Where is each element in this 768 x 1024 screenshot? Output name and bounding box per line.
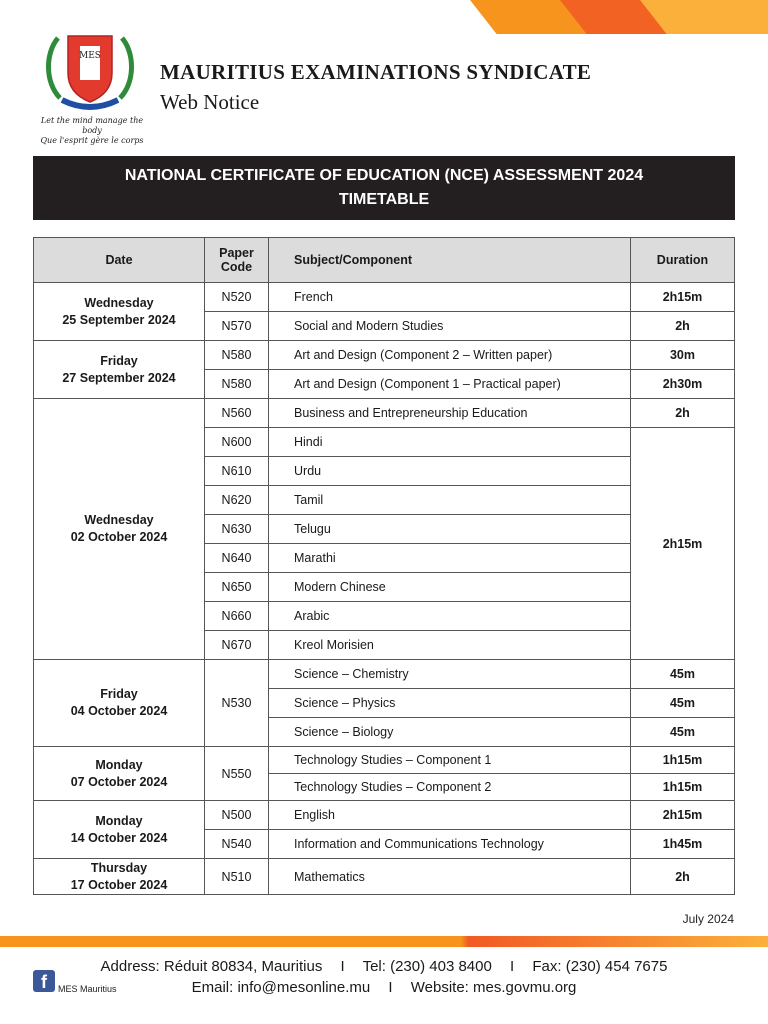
table-header-row	[34, 238, 735, 283]
title-line: TIMETABLE	[338, 191, 430, 208]
day-label: Wednesday	[84, 513, 154, 527]
date-label: 17 October 2024	[70, 877, 168, 892]
paper-code-cell: N610	[205, 457, 269, 486]
paper-code-cell: N650	[205, 573, 269, 602]
date-label: 04 October 2024	[70, 704, 168, 718]
table-row	[34, 801, 735, 830]
logo-text: MES	[79, 51, 101, 61]
subject-cell: Marathi	[269, 544, 631, 573]
subject-cell: Science – Chemistry	[269, 660, 631, 689]
duration-cell: 2h30m	[631, 370, 735, 399]
date-cell	[34, 399, 205, 660]
facebook-label[interactable]: MES Mauritius	[58, 984, 117, 994]
duration-cell: 2h	[631, 399, 735, 428]
duration-cell: 1h45m	[631, 830, 735, 859]
subject-cell: Science – Biology	[269, 718, 631, 747]
footer-separator: I	[510, 958, 515, 975]
duration-cell: 1h15m	[631, 747, 735, 774]
paper-code-cell: N580	[205, 370, 269, 399]
footer-tel: Tel: (230) 403 8400	[362, 958, 492, 975]
footer-website[interactable]: Website: mes.govmu.org	[410, 979, 577, 996]
day-label: Monday	[95, 813, 143, 828]
paper-code-cell: N500	[205, 801, 269, 830]
subject-cell: Tamil	[269, 486, 631, 515]
duration-cell: 2h15m	[631, 283, 735, 312]
paper-code-cell: N570	[205, 312, 269, 341]
subject-cell: Arabic	[269, 602, 631, 631]
footer-separator: I	[340, 958, 345, 975]
title-line: NATIONAL CERTIFICATE OF EDUCATION (NCE) ASSESSMENT 2024	[124, 167, 644, 184]
column-header-duration: Duration	[631, 238, 735, 283]
duration-cell: 2h	[631, 312, 735, 341]
table-row	[34, 283, 735, 312]
footer-web-line	[0, 979, 768, 996]
subject-cell: Urdu	[269, 457, 631, 486]
paper-code-cell: N640	[205, 544, 269, 573]
subject-cell: Mathematics	[269, 859, 631, 895]
column-header-code	[205, 238, 269, 283]
logo-motto	[32, 116, 152, 146]
subject-cell: Science – Physics	[269, 689, 631, 718]
footer-separator: I	[388, 979, 393, 996]
subject-cell: Kreol Morisien	[269, 631, 631, 660]
footer-contact-line	[0, 958, 768, 975]
organization-name: MAURITIUS EXAMINATIONS SYNDICATE	[160, 60, 592, 84]
title-banner	[33, 156, 735, 220]
date-cell	[34, 747, 205, 801]
day-label: Friday	[100, 687, 138, 701]
footer-email[interactable]: Email: info@mesonline.mu	[191, 979, 371, 996]
footer-address: Address: Réduit 80834, Mauritius	[100, 958, 323, 975]
timetable	[33, 237, 735, 895]
duration-cell: 45m	[631, 689, 735, 718]
facebook-icon[interactable]: f	[33, 970, 55, 992]
day-label: Wednesday	[84, 295, 154, 310]
date-cell	[34, 801, 205, 859]
date-label: 25 September 2024	[62, 312, 176, 327]
paper-code-cell: N550	[205, 747, 269, 801]
paper-code-cell: N510	[205, 859, 269, 895]
paper-code-cell: N670	[205, 631, 269, 660]
date-cell	[34, 660, 205, 747]
laurel-left-icon	[48, 38, 60, 98]
table-row	[34, 747, 735, 774]
laurel-right-icon	[120, 38, 132, 98]
subject-cell: Art and Design (Component 1 – Practical paper)	[269, 370, 631, 399]
paper-code-cell: N630	[205, 515, 269, 544]
duration-cell: 45m	[631, 660, 735, 689]
subject-cell: Modern Chinese	[269, 573, 631, 602]
subject-cell: Information and Communications Technology	[269, 830, 631, 859]
duration-cell: 1h15m	[631, 774, 735, 801]
column-header-code-line: Code	[220, 260, 253, 274]
subject-cell: Technology Studies – Component 1	[269, 747, 631, 774]
paper-code-cell: N530	[205, 660, 269, 747]
paper-code-cell: N540	[205, 830, 269, 859]
date-cell	[34, 341, 205, 399]
issue-date: July 2024	[682, 912, 734, 926]
subject-cell: Social and Modern Studies	[269, 312, 631, 341]
column-header-code-line: Paper	[219, 246, 254, 260]
date-cell	[34, 859, 205, 895]
duration-cell: 2h	[631, 859, 735, 895]
day-label: Friday	[100, 353, 138, 368]
table-row	[34, 859, 735, 895]
table-row	[34, 660, 735, 689]
date-label: 27 September 2024	[62, 370, 176, 385]
bottom-decorative-stripe	[0, 936, 768, 947]
subject-cell: Business and Entrepreneurship Education	[269, 399, 631, 428]
subject-cell: Telugu	[269, 515, 631, 544]
date-label: 02 October 2024	[70, 530, 168, 544]
subject-cell: Technology Studies – Component 2	[269, 774, 631, 801]
date-label: 14 October 2024	[70, 830, 168, 845]
document-subtitle: Web Notice	[160, 90, 260, 114]
paper-code-cell: N520	[205, 283, 269, 312]
duration-cell: 2h15m	[631, 428, 735, 660]
paper-code-cell: N660	[205, 602, 269, 631]
day-label: Monday	[95, 757, 143, 772]
column-header-date: Date	[34, 238, 205, 283]
duration-cell: 45m	[631, 718, 735, 747]
motto-line: Que l'esprit gère le corps	[40, 136, 144, 145]
table-row	[34, 341, 735, 370]
footer-fax: Fax: (230) 454 7675	[532, 958, 668, 975]
subject-cell: Hindi	[269, 428, 631, 457]
date-cell	[34, 283, 205, 341]
day-label: Thursday	[90, 860, 148, 875]
table-row	[34, 399, 735, 428]
motto-line: Let the mind manage the body	[40, 116, 144, 135]
paper-code-cell: N580	[205, 341, 269, 370]
subject-cell: French	[269, 283, 631, 312]
mes-logo	[40, 28, 140, 118]
paper-code-cell: N620	[205, 486, 269, 515]
paper-code-cell: N600	[205, 428, 269, 457]
subject-cell: Art and Design (Component 2 – Written paper)	[269, 341, 631, 370]
date-label: 07 October 2024	[70, 774, 168, 789]
duration-cell: 2h15m	[631, 801, 735, 830]
subject-cell: English	[269, 801, 631, 830]
column-header-subject: Subject/Component	[269, 238, 631, 283]
paper-code-cell: N560	[205, 399, 269, 428]
duration-cell: 30m	[631, 341, 735, 370]
